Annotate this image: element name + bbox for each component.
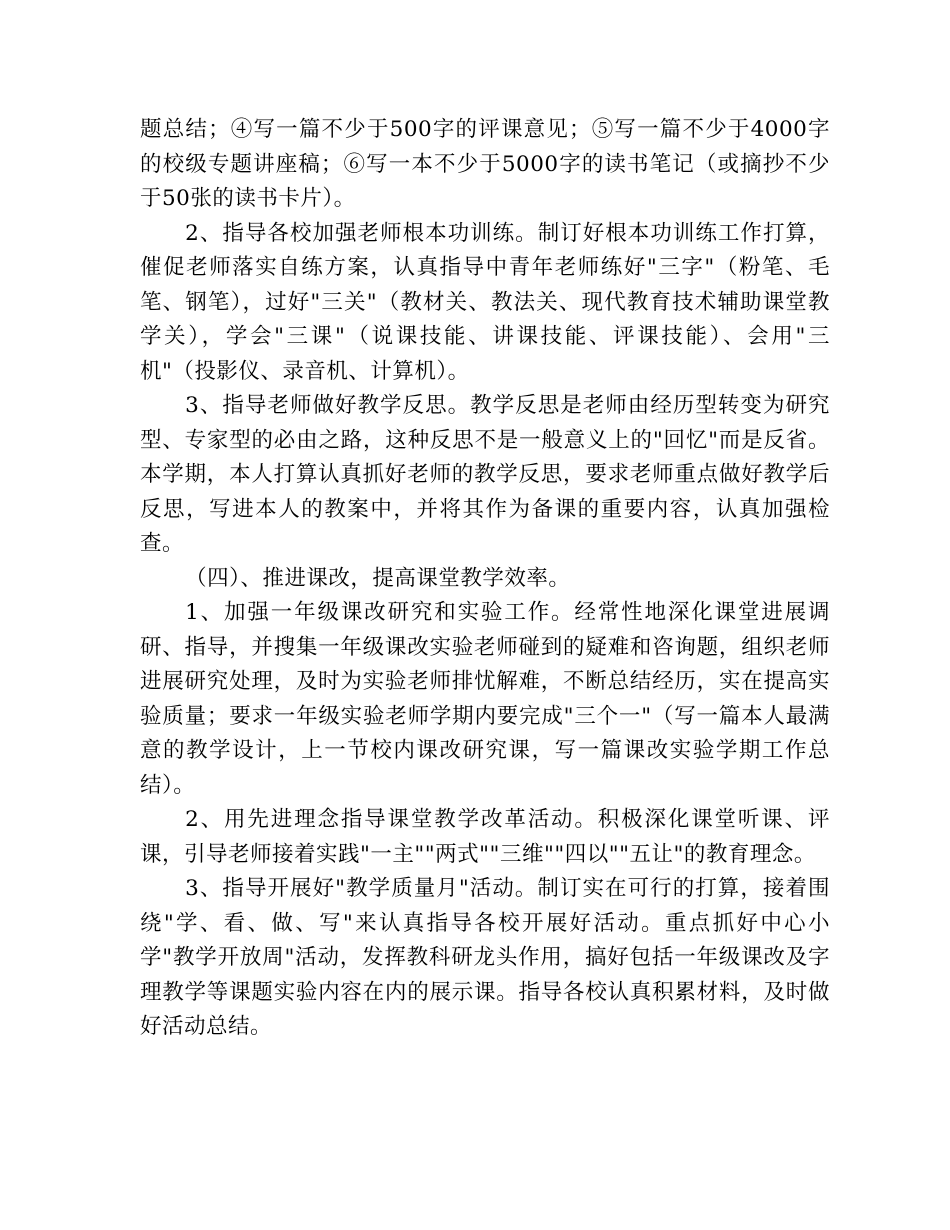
paragraph-teaching-reflection: 3、指导老师做好教学反思。教学反思是老师由经历型转变为研究型、专家型的必由之路，这种反思不是一般意义上的"回忆"而是反省。本学期，本人打算认真抓好老师的教学反思，要求老师重点做好教学后反思，写进本人的教案中，并将其作为备课的重要内容，认真加强检查。 [140, 393, 830, 556]
paragraph-grade-one-reform: 1、加强一年级课改研究和实验工作。经常性地深化课堂进展调研、指导，并搜集一年级课改实验老师碰到的疑难和咨询题，组织老师进展研究处理，及时为实验老师排忧解难，不断总结经历，实在提高实验质量；要求一年级实验老师学期内要完成"三个一"（写一篇本人最满意的教学设计，上一节校内课改研究课，写一篇课改实验学期工作总结）。 [140, 600, 830, 798]
paragraph-quality-month: 3、指导开展好"教学质量月"活动。制订实在可行的打算，接着围绕"学、看、做、写"来认真指导各校开展好活动。重点抓好中心小学"教学开放周"活动，发挥教科研龙头作用，搞好包括一年级课改及字理教学等课题实验内容在内的展示课。指导各校认真积累材料，及时做好活动总结。 [140, 876, 830, 1039]
paragraph-basic-skills-training: 2、指导各校加强老师根本功训练。制订好根本功训练工作打算，催促老师落实自练方案，认真指导中青年老师练好"三字"（粉笔、毛笔、钢笔），过好"三关"（教材关、教法关、现代教育技术辅助课堂教学关），学会"三课"（说课技能、讲课技能、评课技能）、会用"三机"（投影仪、录音机、计算机）。 [140, 220, 830, 384]
section-heading-curriculum-reform: （四）、推进课改，提高课堂教学效率。 [185, 565, 571, 591]
document-body [140, 113, 830, 1045]
paragraph-continuation: 题总结；④写一篇不少于500字的评课意见；⑤写一篇不少于4000字的校级专题讲座稿；⑥写一本不少于5000字的读书笔记（或摘抄不少于50张的读书卡片）。 [140, 117, 830, 211]
paragraph-advanced-concepts: 2、用先进理念指导课堂教学改革活动。积极深化课堂听课、评课，引导老师接着实践"一主""两式""三维""四以""五让"的教育理念。 [140, 807, 830, 867]
